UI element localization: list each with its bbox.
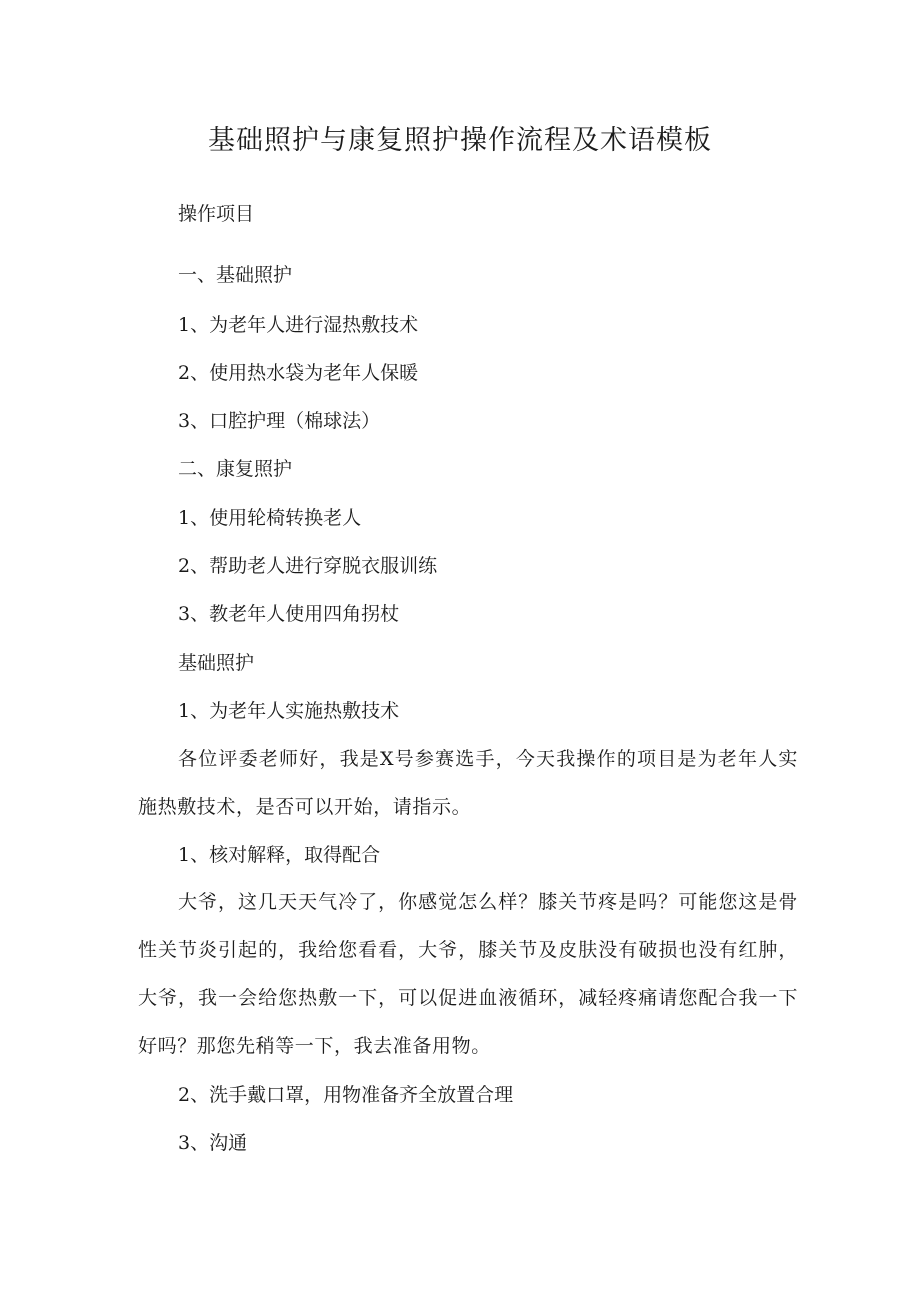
list-item: 1、使用轮椅转换老人 [178,507,362,529]
list-item: 1、为老年人进行湿热敷技术 [178,314,419,336]
list-item: 3、口腔护理（棉球法） [178,410,381,432]
list-item: 3、教老年人使用四角拐杖 [178,603,400,625]
step-2-heading: 2、洗手戴口罩，用物准备齐全放置合理 [178,1084,514,1106]
section-rehab-care-title: 二、康复照护 [178,458,293,480]
list-item: 2、使用热水袋为老年人保暖 [178,362,419,384]
step-1-paragraph: 大爷，这几天天气冷了，你感觉怎么样？膝关节疼是吗？可能您这是骨性关节炎引起的，我给您看看，大爷，膝关节及皮肤没有破损也没有红肿，大爷，我一会给您热敷一下，可以促进血液循环，减轻疼痛请您配合我一下好吗？那您先稍等一下，我去准备用物。 [138,891,798,1057]
list-item: 2、帮助老人进行穿脱衣服训练 [178,555,438,577]
step-1-heading: 1、核对解释，取得配合 [178,844,381,866]
detail-subheading: 1、为老年人实施热敷技术 [178,700,400,722]
detail-heading: 基础照护 [178,652,255,674]
section-basic-care-title: 一、基础照护 [178,264,293,286]
heading-operation-items: 操作项目 [178,203,255,225]
step-3-heading: 3、沟通 [178,1132,248,1154]
document-title: 基础照护与康复照护操作流程及术语模板 [208,125,712,156]
intro-paragraph: 各位评委老师好，我是X号参赛选手，今天我操作的项目是为老年人实施热敷技术，是否可以开始，请指示。 [138,748,798,818]
